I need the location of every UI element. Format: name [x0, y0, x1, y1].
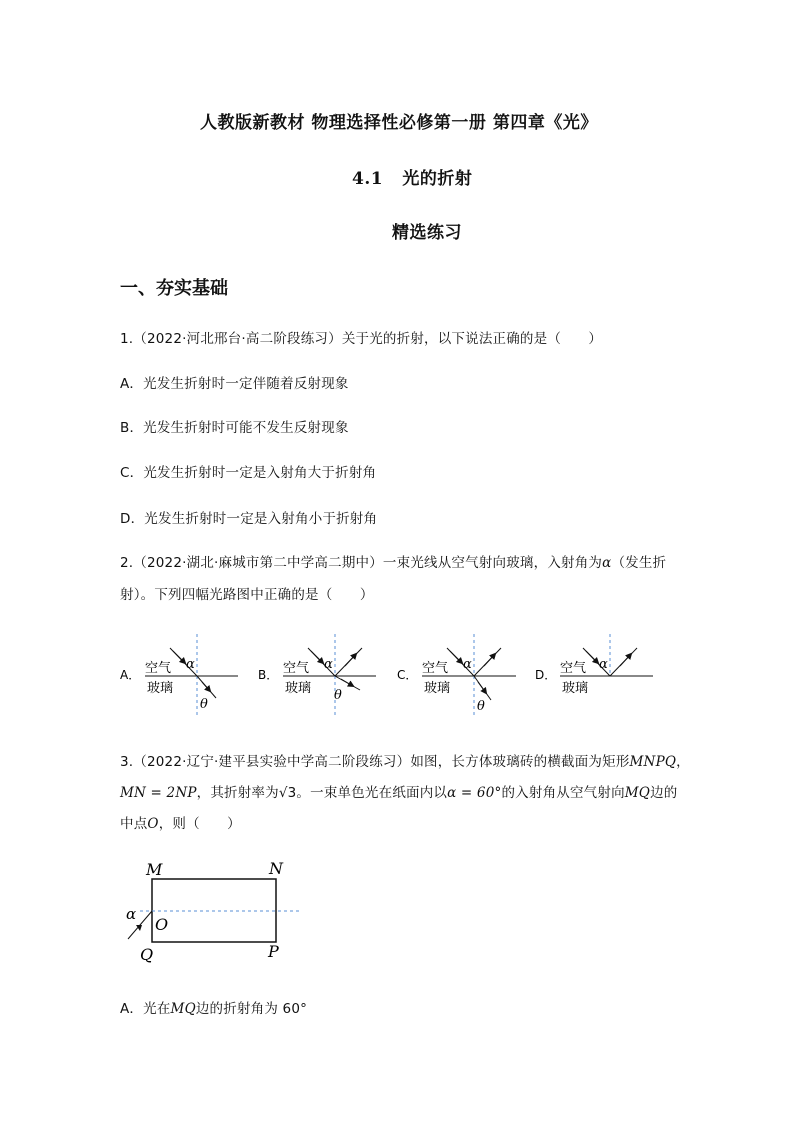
- q1-option-b: B．光发生折射时可能不发生反射现象: [120, 420, 349, 436]
- figure-a-letter: A．: [120, 668, 141, 682]
- q3-line1: [120, 750, 690, 770]
- q2-figure-c: [397, 634, 516, 718]
- figure-b-refracted-arrow: [341, 679, 353, 686]
- figure-b-alpha: α: [324, 657, 333, 672]
- q3-label-alpha: α: [126, 905, 137, 923]
- figure-c-theta: θ: [477, 699, 485, 714]
- subtitle: 精选练习: [392, 223, 462, 243]
- q3-sqrt3: √3: [278, 785, 297, 801]
- section-number: 4.1: [352, 169, 384, 189]
- figure-b-reflected-arrow: [345, 654, 356, 666]
- figure-b-letter: B．: [258, 668, 279, 682]
- q2-figure-a: [120, 634, 238, 718]
- figure-d-air-label: 空气: [560, 661, 587, 676]
- q3-option-a-pre: A．光在: [120, 1001, 171, 1017]
- q1-option-a: A．光发生折射时一定伴随着反射现象: [120, 376, 349, 392]
- q3-stem-c: 的入射角从空气射向: [501, 785, 625, 801]
- q2-stem-line1: [120, 551, 666, 571]
- q2-figure-b: [258, 634, 376, 718]
- q3-option-a-mq: MQ: [170, 1001, 196, 1017]
- part-heading: 一、夯实基础: [120, 278, 228, 299]
- figure-d-incident-arrow: [586, 651, 598, 663]
- q2-figures: [110, 626, 680, 722]
- figure-c-glass-label: 玻璃: [424, 681, 451, 696]
- figure-a-refracted-arrow: [202, 682, 210, 691]
- q3-mq: MQ: [624, 785, 651, 801]
- q3-refr-text: ，其折射率为: [196, 785, 279, 801]
- figure-c-letter: C．: [397, 668, 418, 682]
- q3-o: O: [147, 816, 159, 832]
- q2-stem-end: （发生折: [611, 555, 667, 571]
- q1-stem: 1.（2022·河北邢台·高二阶段练习）关于光的折射，以下说法正确的是（ ）: [120, 331, 603, 347]
- section-heading: [352, 164, 472, 189]
- q2-stem-line2: 射）。下列四幅光路图中正确的是（ ）: [120, 587, 374, 603]
- figure-d-letter: D．: [535, 668, 557, 682]
- figure-a-theta: θ: [200, 697, 208, 712]
- q3-line2: [120, 781, 677, 801]
- figure-a-alpha: α: [186, 657, 195, 672]
- figure-c-refracted-arrow: [478, 682, 486, 693]
- q3-label-o: O: [155, 915, 169, 934]
- q1-option-c: C．光发生折射时一定是入射角大于折射角: [120, 465, 377, 481]
- figure-c-air-label: 空气: [422, 661, 449, 676]
- figure-a-incident-arrow: [173, 651, 185, 663]
- q3-mn-eq: MN = 2NP: [120, 785, 197, 801]
- q3-option-a: [120, 997, 307, 1017]
- q3-alpha-eq: α = 60°: [447, 785, 502, 801]
- q3-line3-end: ，则（ ）: [158, 816, 241, 832]
- q2-stem-text: 2.（2022·湖北·麻城市第二中学高二期中）一束光线从空气射向玻璃，入射角为: [120, 555, 603, 571]
- figure-c-incident-arrow: [450, 651, 462, 663]
- q3-label-p: P: [268, 942, 279, 961]
- q3-line3: [120, 812, 241, 832]
- q3-figure: [118, 855, 318, 965]
- q2-alpha: α: [602, 555, 612, 571]
- figure-d-glass-label: 玻璃: [562, 681, 589, 696]
- q3-label-n: N: [269, 859, 283, 878]
- figure-b-incident-arrow: [311, 651, 323, 663]
- q3-stem-d: 边的: [650, 785, 678, 801]
- figure-a-glass-label: 玻璃: [147, 681, 174, 696]
- q3-stem-a: 3.（2022·辽宁·建平县实验中学高二阶段练习）如图，长方体玻璃砖的横截面为矩形: [120, 754, 630, 770]
- section-title: 光的折射: [402, 169, 473, 189]
- q3-line3-text: 中点: [120, 816, 148, 832]
- figure-b-air-label: 空气: [283, 661, 310, 676]
- figure-b-glass-label: 玻璃: [285, 681, 312, 696]
- q3-label-m: M: [146, 860, 163, 879]
- figure-c-reflected-arrow: [484, 654, 495, 666]
- figure-a-air-label: 空气: [145, 661, 172, 676]
- figure-d-alpha: α: [599, 657, 608, 672]
- figure-d-reflected-arrow: [620, 654, 631, 666]
- figure-b-theta: θ: [334, 688, 342, 703]
- q3-label-q: Q: [140, 945, 154, 964]
- q2-figure-d: [535, 634, 653, 696]
- q3-mnpq: MNPQ: [629, 754, 677, 770]
- q3-stem-b: 。一束单色光在纸面内以: [296, 785, 448, 801]
- figure-c-alpha: α: [463, 657, 472, 672]
- q3-comma: ，: [676, 754, 690, 770]
- main-title: 人教版新教材 物理选择性必修第一册 第四章《光》: [200, 113, 598, 133]
- q1-option-d: D．光发生折射时一定是入射角小于折射角: [120, 511, 378, 527]
- q3-option-a-post: 边的折射角为 60°: [195, 1001, 308, 1017]
